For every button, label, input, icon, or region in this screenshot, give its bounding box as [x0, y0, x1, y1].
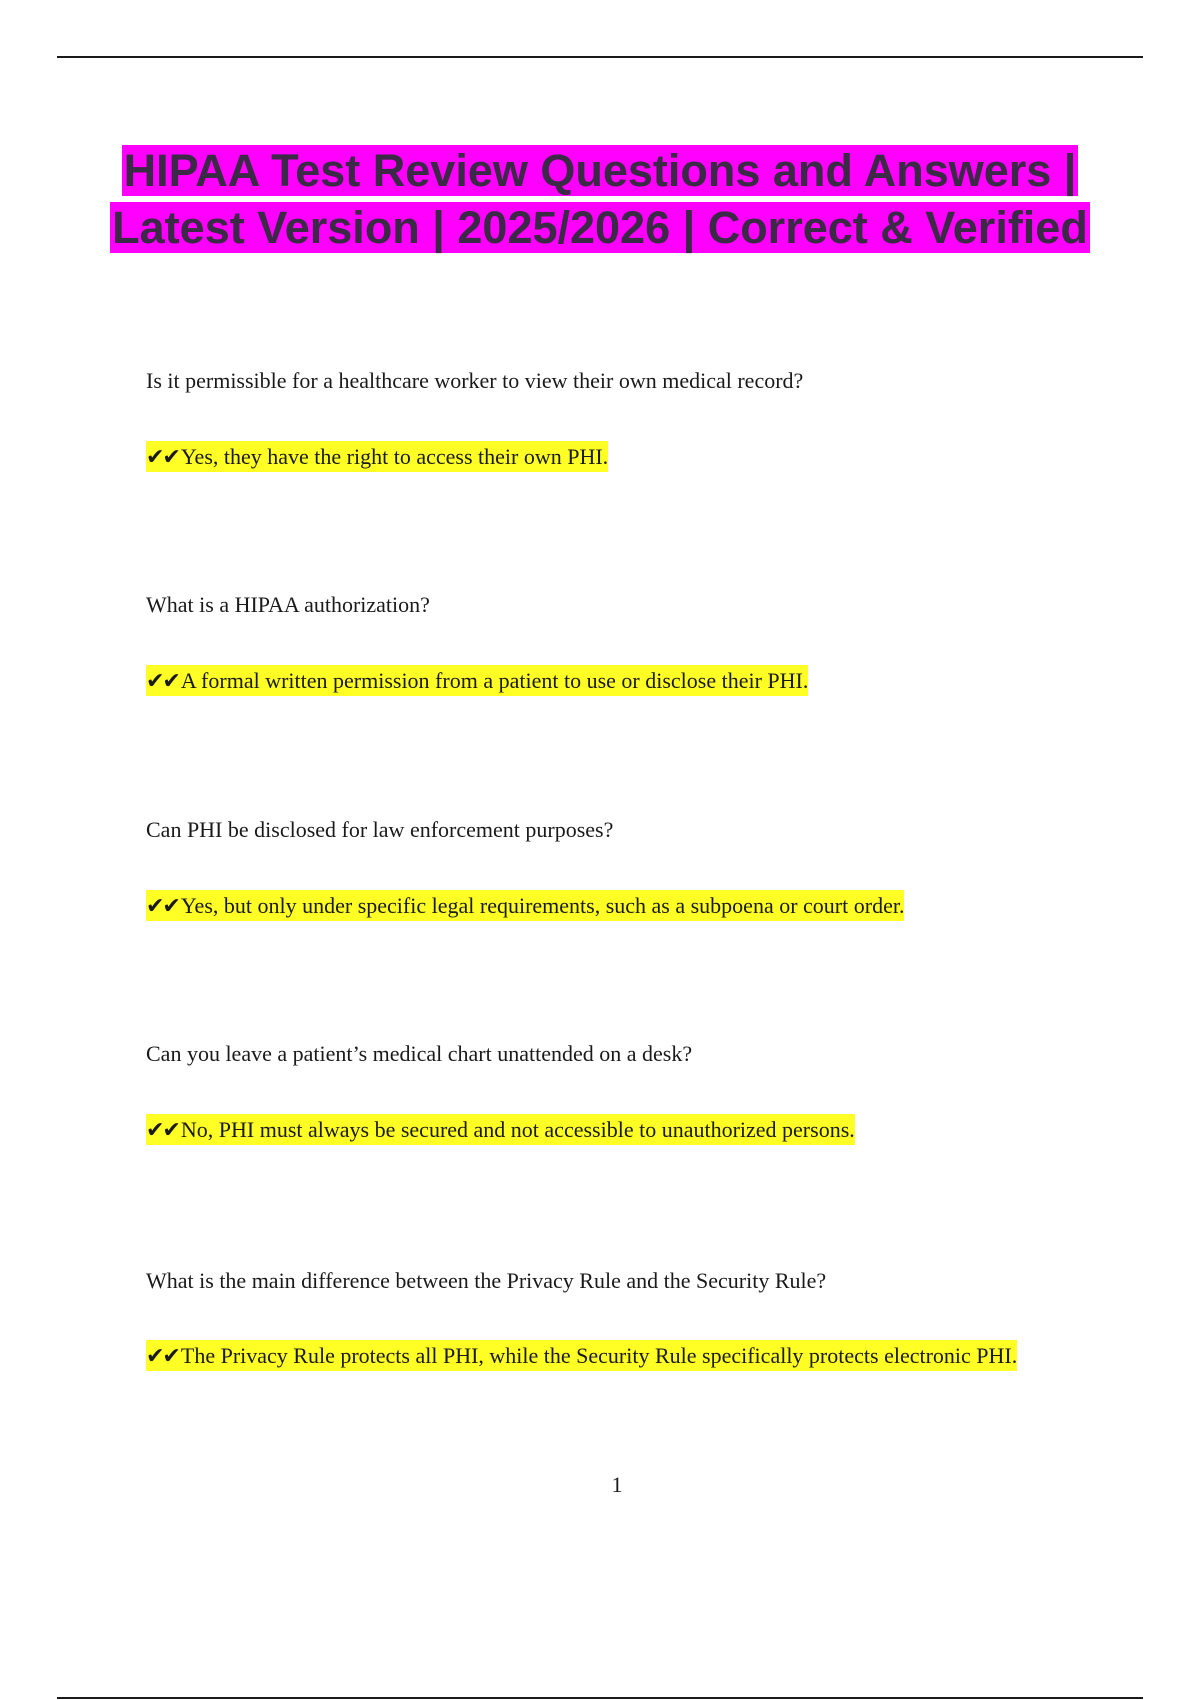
answer-text: A formal written permission from a patient to use or disclose their PHI.: [180, 668, 809, 693]
qa-item-4: [146, 1039, 1106, 1161]
title-highlight: HIPAA Test Review Questions and Answers | Latest Version | 2025/2026 | Correct & Verified: [112, 145, 1088, 253]
check-mark-icon: ✔✔: [146, 669, 179, 694]
answer-highlight: [146, 441, 608, 472]
answer-highlight: [146, 1340, 1017, 1371]
answer-highlight: [146, 1114, 855, 1145]
check-mark-icon: ✔✔: [146, 894, 179, 919]
answer-text: No, PHI must always be secured and not accessible to unauthorized persons.: [180, 1117, 855, 1142]
answer-4: [146, 1100, 1106, 1161]
answer-highlight: [146, 665, 808, 696]
answer-text: The Privacy Rule protects all PHI, while the Security Rule specifically protects electronic PHI.: [180, 1343, 1018, 1368]
question-2: What is a HIPAA authorization?: [146, 592, 430, 617]
question-5: What is the main difference between the Privacy Rule and the Security Rule?: [146, 1268, 827, 1293]
question-4: Can you leave a patient’s medical chart unattended on a desk?: [146, 1041, 693, 1066]
page-number: 1: [611, 1472, 623, 1497]
check-mark-icon: ✔✔: [146, 445, 179, 470]
qa-item-3: [146, 815, 1106, 937]
answer-text: Yes, they have the right to access their own PHI.: [180, 444, 609, 469]
check-mark-icon: ✔✔: [146, 1344, 179, 1369]
answer-text: Yes, but only under specific legal requirements, such as a subpoena or court order.: [180, 893, 905, 918]
answer-5: [146, 1326, 1076, 1387]
document-title: [100, 142, 1100, 256]
qa-item-5: [146, 1266, 1076, 1387]
bottom-rule: [57, 1697, 1143, 1699]
top-rule: [57, 56, 1143, 58]
qa-item-2: [146, 590, 1106, 712]
answer-2: [146, 651, 1106, 712]
answer-3: [146, 876, 1106, 937]
question-3: Can PHI be disclosed for law enforcement purposes?: [146, 817, 614, 842]
qa-item-1: [146, 366, 1106, 488]
question-1: Is it permissible for a healthcare worker to view their own medical record?: [146, 368, 804, 393]
check-mark-icon: ✔✔: [146, 1118, 179, 1143]
answer-highlight: [146, 890, 904, 921]
answer-1: [146, 427, 1106, 488]
